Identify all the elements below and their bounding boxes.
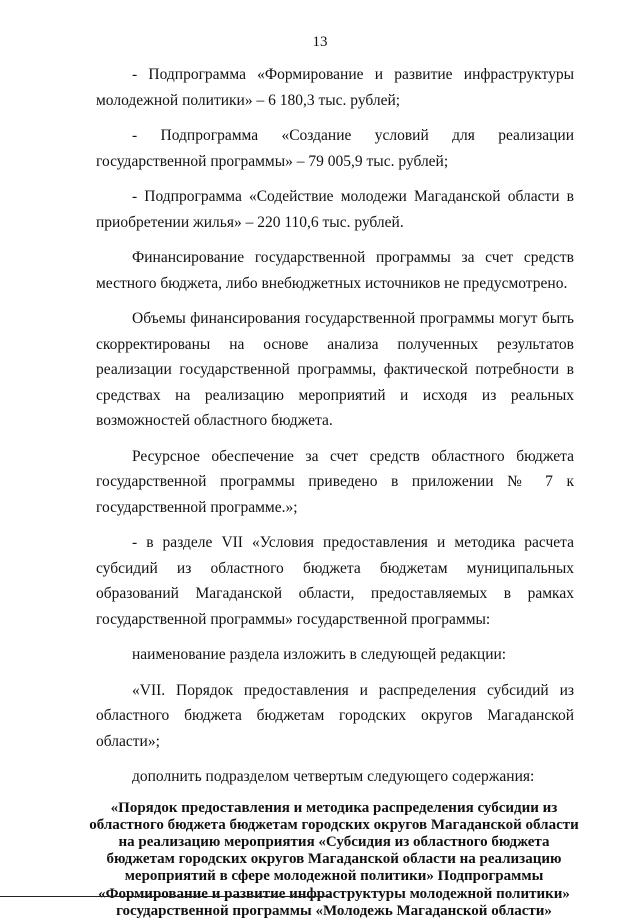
- bottom-rule: [0, 896, 332, 897]
- paragraph-section-vii: - в разделе VII «Условия предоставления и методика расчета субсидий из областного бюджета бюджетам муниципальных образований Магаданской области, предоставляемых в рамках государственной программы» государственной программы:: [96, 534, 574, 628]
- subsection-heading: «Порядок предоставления и методика распределения субсидии из областного бюджета бюджетам городских округов Магаданской области на реализацию мероприятия «Субсидия из областного бюджета бюджетам городских округов Магаданской области на реализацию мероприятий в сфере молодежной политики» Подпрограммы «Формирование и развитие инфраструктуры молодежной политики» государственной программы «Молодежь Магаданской области»: [89, 799, 579, 919]
- paragraph-subprogram-conditions: - Подпрограмма «Создание условий для реализации государственной программы» – 79 005,9 тыс. рублей;: [96, 127, 574, 170]
- page-number: 13: [312, 34, 328, 50]
- paragraph-section-title-instruction: наименование раздела изложить в следующей редакции:: [132, 646, 507, 663]
- paragraph-local-budget: Финансирование государственной программы за счет средств местного бюджета, либо внебюджетных источников не предусмотрено.: [96, 249, 574, 292]
- paragraph-subprogram-infrastructure: - Подпрограмма «Формирование и развитие инфраструктуры молодежной политики» – 6 180,3 тыс. рублей;: [96, 66, 574, 109]
- paragraph-subprogram-housing: - Подпрограмма «Содействие молодежи Магаданской области в приобретении жилья» – 220 110,6 тыс. рублей.: [96, 188, 574, 231]
- paragraph-add-subsection: дополнить подразделом четвертым следующего содержания:: [132, 768, 535, 785]
- paragraph-resource-support: Ресурсное обеспечение за счет средств областного бюджета государственной программы приведено в приложении № 7 к государственной программе.»;: [96, 447, 574, 516]
- paragraph-new-section-title: «VII. Порядок предоставления и распределения субсидий из областного бюджета бюджетам городских округов Магаданской области»;: [96, 681, 574, 750]
- document-body: [89, 62, 579, 920]
- paragraph-financing-adjustment: Объемы финансирования государственной программы могут быть скорректированы на основе анализа полученных результатов реализации государственной программы, фактической потребности в средствах на реализацию мероприятий и исходя из реальных возможностей областного бюджета.: [96, 310, 574, 429]
